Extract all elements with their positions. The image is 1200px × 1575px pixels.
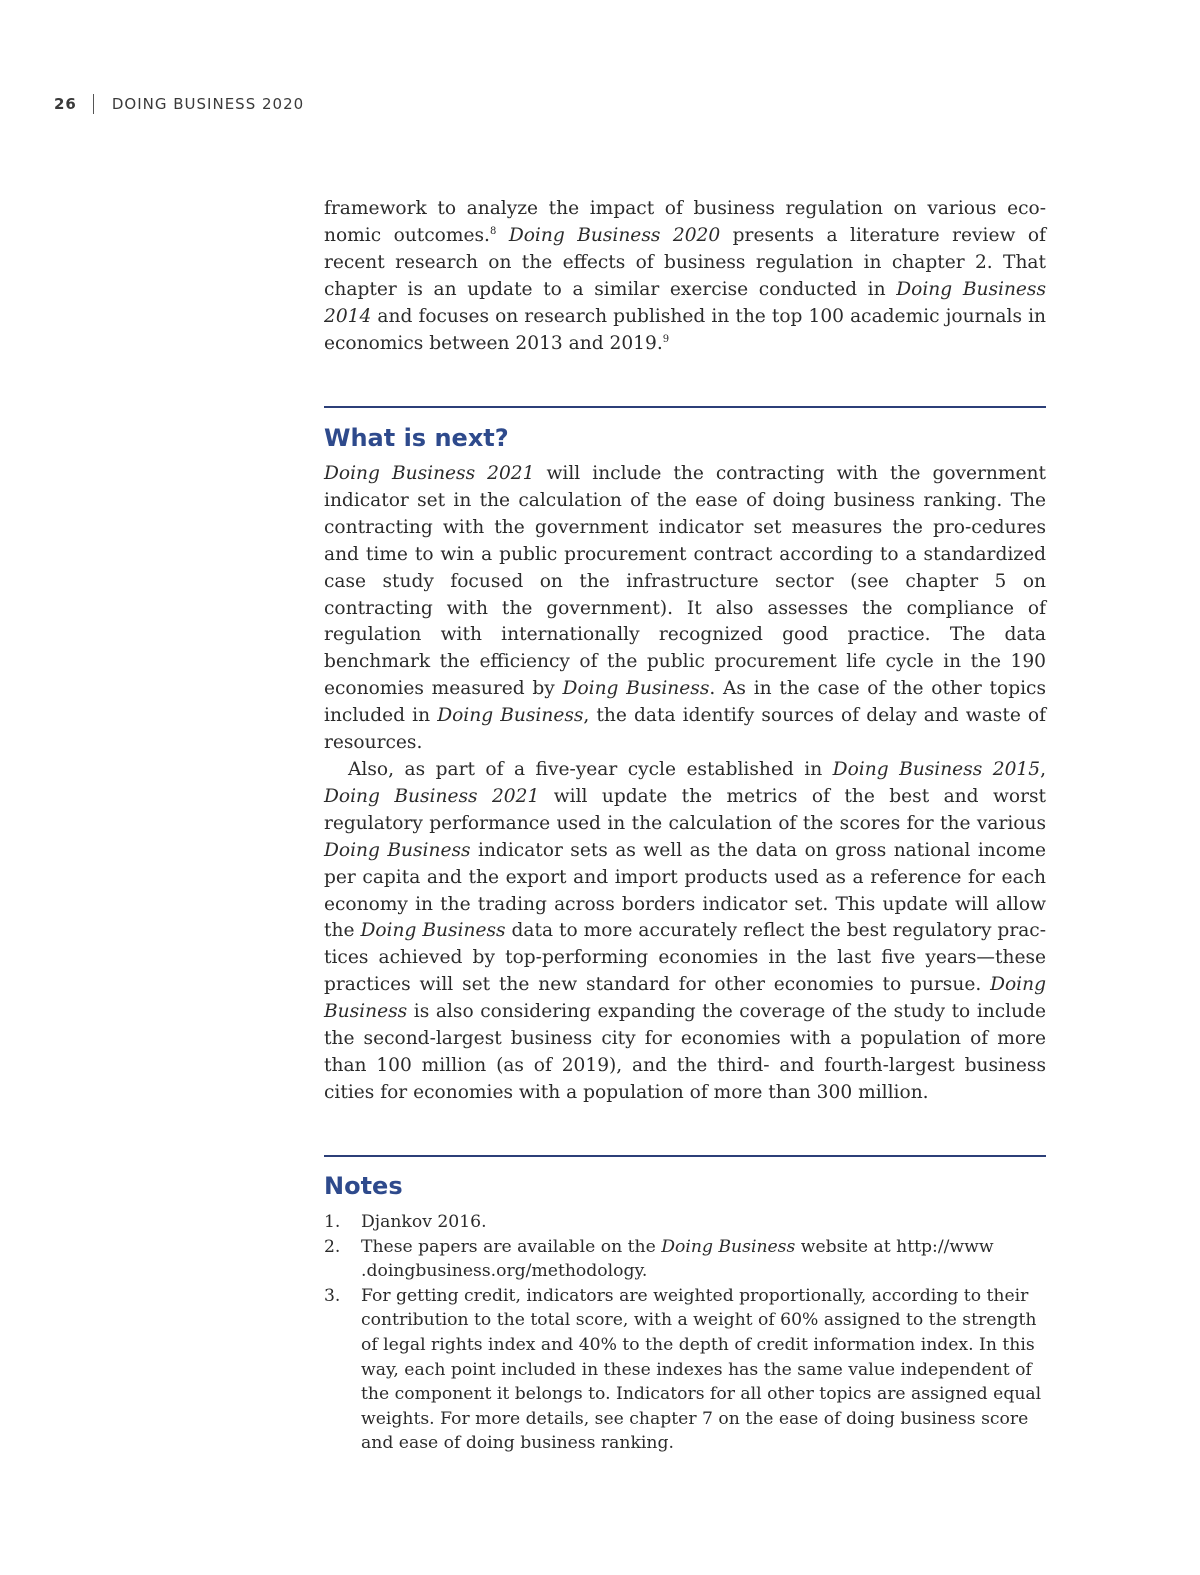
- note-text: Djankov 2016.: [361, 1212, 487, 1232]
- section-notes: [324, 1155, 1046, 1456]
- note-text: These papers are available on the Doing Business website at http://www .doingbusiness.org/methodology.: [361, 1236, 994, 1282]
- section-rule: [324, 406, 1046, 408]
- notes-rule: [324, 1155, 1046, 1157]
- page-number: 26: [54, 95, 77, 113]
- note-number: 3.: [324, 1285, 341, 1306]
- footnote-ref-8[interactable]: 8: [489, 225, 497, 237]
- note-text: For getting credit, indicators are weighted proportionally, according to their contribution to the total score, with a weight of 60% assigned to the strength of legal rights index and 40% to the depth of credit information index. In this way, each point included in these indexes has the same value independent of the component it belongs to. Indicators for all other topics are assigned equal weights. For more details, see chapter 7 on the ease of doing business score and ease of doing business ranking.: [361, 1285, 1042, 1454]
- footnote-ref-9[interactable]: 9: [662, 333, 670, 345]
- header-divider: [93, 94, 94, 114]
- body-paragraph-1: Doing Business 2021 will include the contracting with the government indicator set in the calculation of the ease of doing business ranking. The contracting with the government indicator set measures the pro-cedures and time to win a public procurement contract according to a standardized case study focused on the infrastructure sector (see chapter 5 on contracting with the government). It also assesses the compliance of regulation with internationally recognized good practice. The data benchmark the efficiency of the public procurement life cycle in the 190 economies measured by Doing Business. As in the case of the other topics included in Doing Business, the data identify sources of delay and waste of resources.: [324, 463, 1047, 754]
- section-heading: What is next?: [324, 424, 509, 452]
- body-paragraph-2: Also, as part of a five-year cycle established in Doing Business 2015, Doing Business 2021 will update the metrics of the best and worst regulatory performance used in the calculation of the scores for the various Doing Business indicator sets as well as the data on gross national income per capita and the export and import products used as a reference for each economy in the trading across borders indicator set. This update will allow the Doing Business data to more accurately reflect the best regulatory prac-tices achieved by top-performing economies in the last five years—these practices will set the new standard for other economies to pursue. Doing Business is also considering expanding the coverage of the study to include the second-largest business city for economies with a population of more than 100 million (as of 2019), and the third- and fourth-largest business cities for economies with a population of more than 300 million.: [324, 758, 1046, 1103]
- note-item: [324, 1235, 1046, 1284]
- note-link[interactable]: .doingbusiness.org/methodology.: [361, 1261, 648, 1282]
- notes-list: [324, 1210, 1046, 1456]
- running-header: [54, 94, 304, 114]
- intro-paragraph: framework to analyze the impact of business regulation on various eco-nomic outcomes.$^8$ Doing Business 2020 presents a literature review of recent research on the effects of business regulation in chapter 2. That chapter is an update to a similar exercise conducted in Doing Business 2014 and focuses on research published in the top 100 academic journals in economics between 2013 and 2019.$^9$: [324, 198, 1047, 354]
- note-number: 2.: [324, 1236, 341, 1257]
- intro-paragraph-block: [324, 196, 1046, 357]
- notes-heading: Notes: [324, 1172, 403, 1200]
- note-item: [324, 1284, 1046, 1456]
- note-number: 1.: [324, 1212, 341, 1232]
- running-title: DOING BUSINESS 2020: [111, 95, 305, 113]
- note-item: [324, 1210, 1046, 1235]
- section-what-is-next: [324, 406, 1046, 1107]
